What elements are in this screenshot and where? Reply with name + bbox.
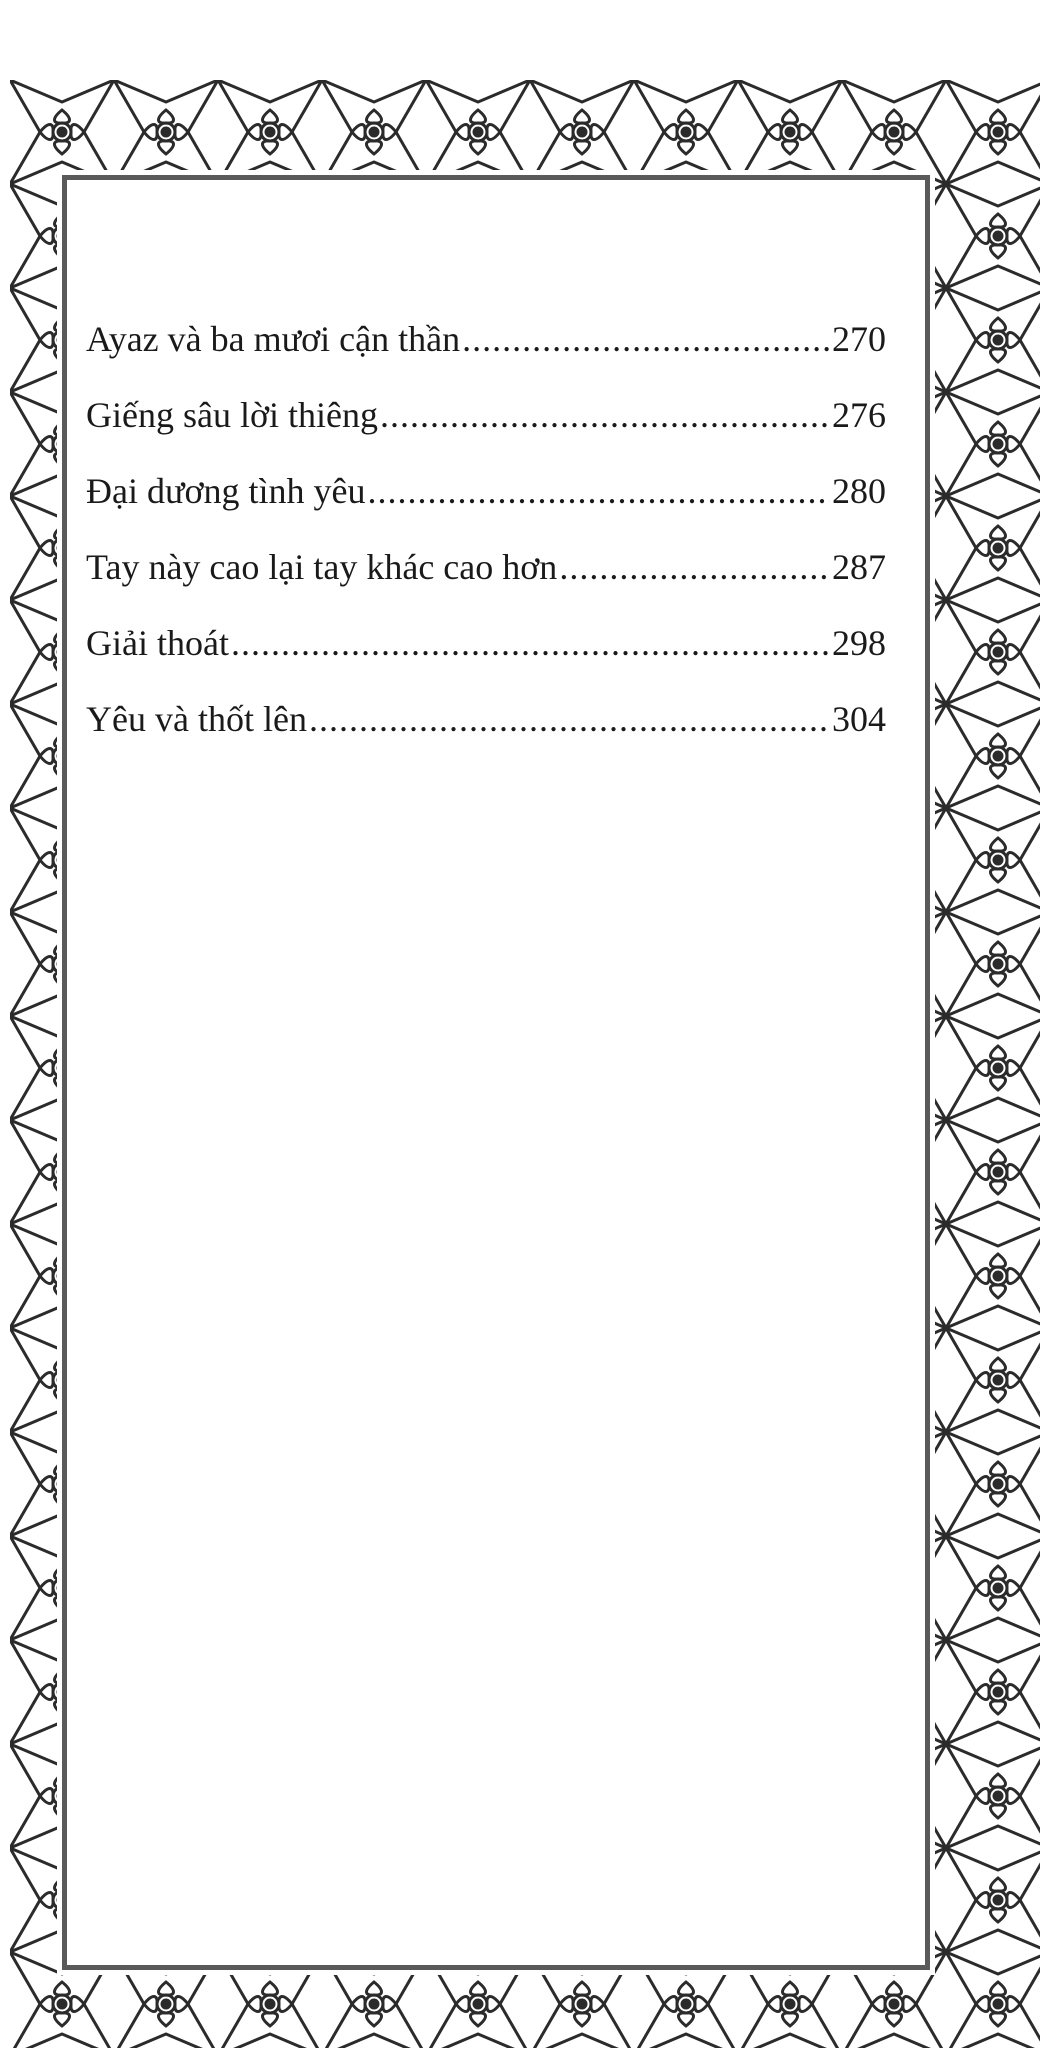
toc-entry-title: Đại dương tình yêu xyxy=(86,471,366,511)
toc-entry xyxy=(86,394,886,470)
toc-entry xyxy=(86,470,886,546)
dot-leader xyxy=(559,546,830,588)
toc-entry-title: Yêu và thốt lên xyxy=(86,699,307,739)
dot-leader xyxy=(309,698,830,740)
toc-entry-page: 304 xyxy=(832,699,886,739)
toc-entry-page: 280 xyxy=(832,471,886,511)
toc-entry-title: Giếng sâu lời thiêng xyxy=(86,395,378,435)
toc-entry xyxy=(86,318,886,394)
dot-leader xyxy=(380,394,830,436)
toc-entry-title: Giải thoát xyxy=(86,623,229,663)
toc-entry-title: Ayaz và ba mươi cận thần xyxy=(86,319,461,359)
toc-entry-page: 270 xyxy=(832,319,886,359)
dot-leader xyxy=(368,470,830,512)
toc-entry xyxy=(86,546,886,622)
dot-leader xyxy=(231,622,830,664)
toc-entry-title: Tay này cao lại tay khác cao hơn xyxy=(86,547,558,587)
toc-entry xyxy=(86,622,886,698)
toc-entry-page: 287 xyxy=(832,547,886,587)
dot-leader xyxy=(462,318,830,360)
toc-entry xyxy=(86,698,886,774)
toc-entry-page: 276 xyxy=(832,395,886,435)
toc-entry-page: 298 xyxy=(832,623,886,663)
table-of-contents xyxy=(86,318,886,774)
